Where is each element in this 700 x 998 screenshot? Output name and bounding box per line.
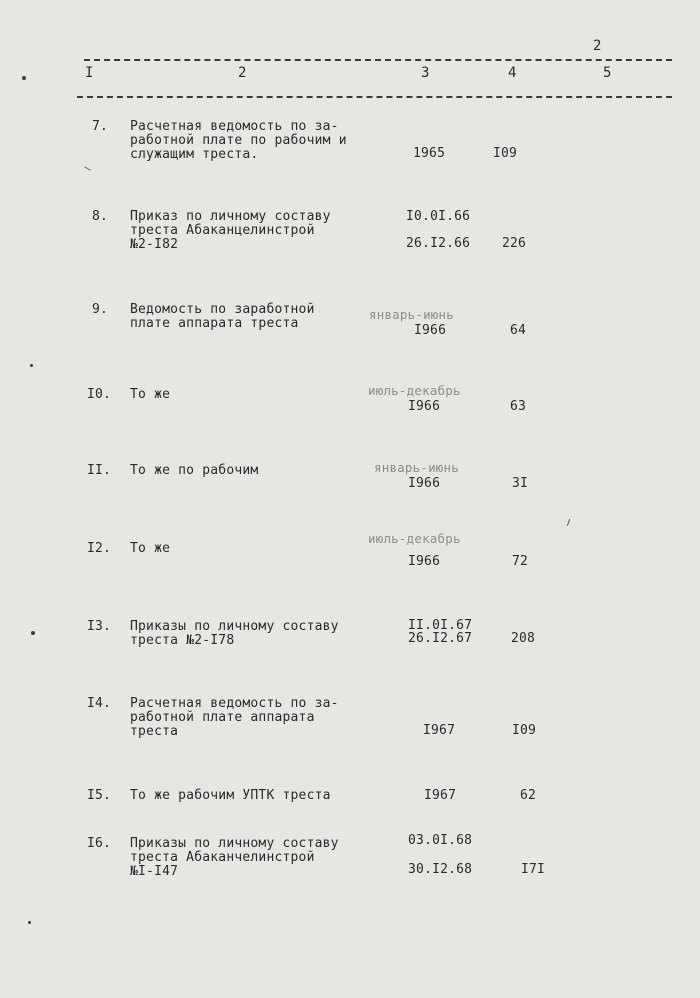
entry-number: 9. <box>92 302 109 317</box>
column-header-2: 2 <box>238 65 247 81</box>
entry-title-line: треста №2-I78 <box>130 633 235 648</box>
scan-mark <box>567 519 570 526</box>
entry-period: январь-июнь <box>374 460 459 475</box>
entry-title-line: треста Абаканцелинстрой <box>130 223 315 238</box>
entry-sheet-count: I09 <box>512 723 537 738</box>
entry-sheet-count: 72 <box>512 554 529 569</box>
entry-title-line: Расчетная ведомость по за- <box>130 696 339 711</box>
column-header-3: 3 <box>421 65 430 81</box>
entry-title-line: То же <box>130 541 171 556</box>
scan-speck <box>22 76 26 80</box>
column-header-4: 4 <box>508 65 517 81</box>
entry-date-start: I0.0I.66 <box>406 209 471 224</box>
entry-title-line: То же по рабочим <box>130 463 259 478</box>
entry-sheet-count: I09 <box>493 146 518 161</box>
header-bottom-rule <box>77 96 672 98</box>
entry-title-line: То же рабочим УПТК треста <box>130 788 331 803</box>
entry-number: I4. <box>87 696 112 711</box>
entry-sheet-count: 3I <box>512 476 529 491</box>
entry-number: I5. <box>87 788 112 803</box>
column-header-5: 5 <box>603 65 612 81</box>
entry-sheet-count: I7I <box>521 862 546 877</box>
entry-sheet-count: 62 <box>520 788 537 803</box>
entry-date-start: II.0I.67 <box>408 618 473 633</box>
scan-mark <box>84 166 91 170</box>
entry-date: 30.I2.68 <box>408 862 473 877</box>
entry-title-line: Расчетная ведомость по за- <box>130 119 339 134</box>
entry-title-line: Приказ по личному составу <box>130 209 331 224</box>
entry-title-line: №2-I82 <box>130 237 179 252</box>
entry-title-line: работной плате аппарата <box>130 710 315 725</box>
header-top-rule <box>84 59 672 61</box>
entry-number: I3. <box>87 619 112 634</box>
entry-date: I966 <box>414 323 447 338</box>
entry-title-line: плате аппарата треста <box>130 316 299 331</box>
entry-sheet-count: 64 <box>510 323 527 338</box>
scan-speck <box>28 921 31 924</box>
scan-speck <box>31 631 35 635</box>
entry-title-line: треста Абаканчелинстрой <box>130 850 315 865</box>
entry-date: I967 <box>424 788 457 803</box>
entry-date: I966 <box>408 554 441 569</box>
entry-title-line: работной плате по рабочим и <box>130 133 347 148</box>
entry-date: 26.I2.67 <box>408 631 473 646</box>
entry-title-line: Приказы по личному составу <box>130 619 339 634</box>
entry-date: 26.I2.66 <box>406 236 471 251</box>
entry-sheet-count: 226 <box>502 236 527 251</box>
entry-date: I966 <box>408 476 441 491</box>
entry-title-line: То же <box>130 387 171 402</box>
page-number: 2 <box>593 38 602 54</box>
entry-sheet-count: 208 <box>511 631 536 646</box>
entry-title-line: треста <box>130 724 179 739</box>
entry-date: I966 <box>408 399 441 414</box>
entry-period: июль-декабрь <box>368 531 461 546</box>
entry-sheet-count: 63 <box>510 399 527 414</box>
entry-number: I2. <box>87 541 112 556</box>
entry-date-start: 03.0I.68 <box>408 833 473 848</box>
scan-speck <box>30 364 33 367</box>
entry-date: I967 <box>423 723 456 738</box>
entry-title-line: №I-I47 <box>130 864 179 879</box>
entry-number: II. <box>87 463 112 478</box>
entry-period: январь-июнь <box>369 307 454 322</box>
column-header-1: I <box>85 65 94 81</box>
entry-number: 7. <box>92 119 109 134</box>
entry-number: 8. <box>92 209 109 224</box>
entry-period: июль-декабрь <box>368 383 461 398</box>
entry-number: I6. <box>87 836 112 851</box>
entry-title-line: Приказы по личному составу <box>130 836 339 851</box>
entry-date: 1965 <box>413 146 446 161</box>
entry-title-line: служащим треста. <box>130 147 259 162</box>
entry-title-line: Ведомость по заработной <box>130 302 315 317</box>
entry-number: I0. <box>87 387 112 402</box>
